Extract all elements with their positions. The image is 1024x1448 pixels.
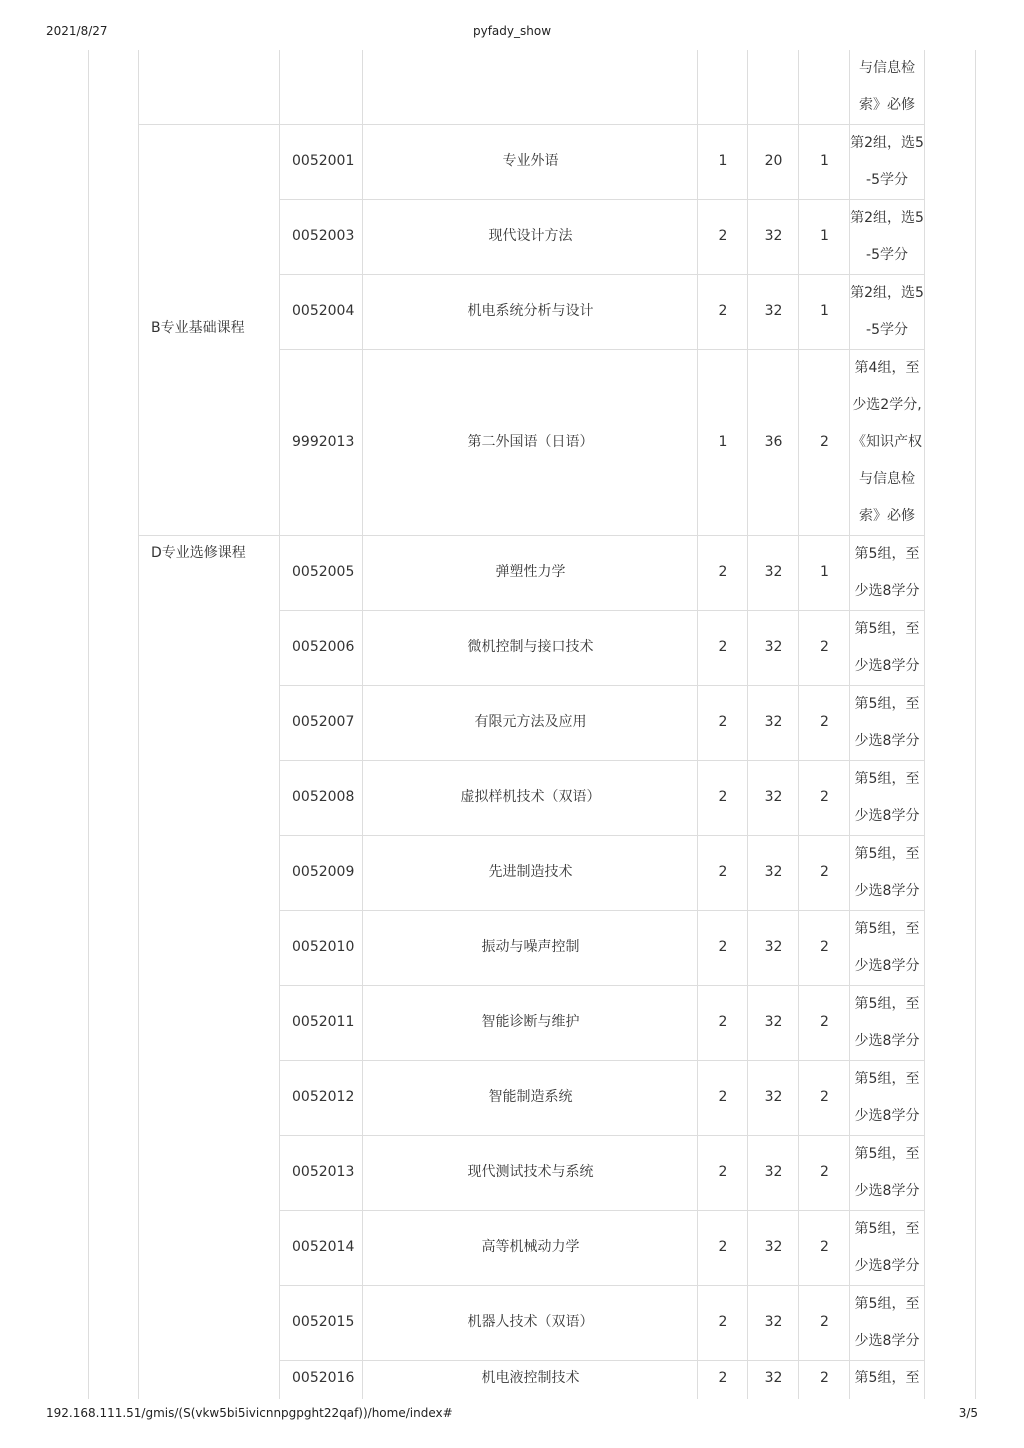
cell-credits xyxy=(698,535,748,610)
hours-text: 32 xyxy=(764,939,783,955)
print-footer xyxy=(0,1406,1024,1426)
cell-credits xyxy=(698,985,748,1060)
grid-hline xyxy=(279,1060,925,1061)
semester-text: 2 xyxy=(820,1370,829,1386)
credits-text: 2 xyxy=(718,1164,728,1180)
note-text: 第4组，至少选2学分,《知识产权与信息检索》必修 xyxy=(852,359,922,524)
cell-name xyxy=(363,1060,698,1135)
cell-code xyxy=(280,1360,363,1399)
cell-note xyxy=(850,1285,924,1360)
grid-hline xyxy=(138,124,925,125)
cell-note xyxy=(850,985,924,1060)
cell-note xyxy=(850,835,924,910)
note-text: 第5组，至少选8学分 xyxy=(854,770,920,824)
cell-semester xyxy=(799,1060,850,1135)
cell-semester xyxy=(799,610,850,685)
cell-name xyxy=(363,1135,698,1210)
hours-text: 32 xyxy=(764,303,783,319)
cell-name xyxy=(363,835,698,910)
code-text: 9992013 xyxy=(292,433,355,450)
cell-name xyxy=(363,124,698,199)
cell-credits xyxy=(698,1285,748,1360)
credits-text: 2 xyxy=(718,864,728,880)
semester-text: 2 xyxy=(820,1314,829,1330)
hours-text: 32 xyxy=(764,228,783,244)
cell-hours xyxy=(748,1210,799,1285)
cell-hours xyxy=(748,1285,799,1360)
grid-hline xyxy=(138,535,925,536)
grid-hline xyxy=(279,835,925,836)
grid-hline xyxy=(279,199,925,200)
name-text: 专业外语 xyxy=(502,153,559,169)
cell-hours xyxy=(748,610,799,685)
cell-name xyxy=(363,1360,698,1399)
name-text: 现代设计方法 xyxy=(488,228,573,244)
cell-semester xyxy=(799,1135,850,1210)
grid-vline xyxy=(697,50,698,1399)
credits-text: 2 xyxy=(718,1089,728,1105)
code-text: 0052012 xyxy=(292,1089,355,1105)
note-text: 第5组，至少选8学分 xyxy=(854,695,920,749)
cell-name xyxy=(363,610,698,685)
grid-vline xyxy=(798,50,799,1399)
grid-vline xyxy=(138,50,139,1399)
carryover-note-cell xyxy=(850,50,924,124)
note-text: 第5组，至少选8学分 xyxy=(854,1220,920,1274)
credits-text: 2 xyxy=(718,303,728,319)
cell-code xyxy=(280,610,363,685)
grid-hline xyxy=(279,274,925,275)
credits-text: 2 xyxy=(718,1314,728,1330)
name-text: 弹塑性力学 xyxy=(495,564,566,580)
cell-credits xyxy=(698,685,748,760)
cell-note xyxy=(850,760,924,835)
code-text: 0052005 xyxy=(292,564,355,580)
semester-text: 2 xyxy=(820,714,829,730)
print-url: 192.168.111.51/gmis/(S(vkw5bi5ivicnnpgpght22qaf))/home/index# xyxy=(46,1406,453,1420)
credits-text: 1 xyxy=(718,153,728,169)
carryover-note: 与信息检索》必修 xyxy=(859,60,915,113)
cell-credits xyxy=(698,199,748,274)
cell-semester xyxy=(799,1360,850,1399)
cell-name xyxy=(363,1285,698,1360)
cell-name xyxy=(363,1210,698,1285)
name-text: 机电系统分析与设计 xyxy=(467,303,594,319)
grid-hline xyxy=(279,610,925,611)
name-text: 高等机械动力学 xyxy=(481,1239,580,1255)
semester-text: 1 xyxy=(820,303,829,319)
cell-credits xyxy=(698,1210,748,1285)
page-frame-left xyxy=(88,50,89,1399)
note-text: 第5组，至少选8学分 xyxy=(854,995,920,1049)
print-header xyxy=(0,24,1024,44)
credits-text: 2 xyxy=(718,1014,728,1030)
cell-code xyxy=(280,1285,363,1360)
semester-text: 2 xyxy=(820,1164,829,1180)
credits-text: 2 xyxy=(718,1370,728,1386)
name-text: 现代测试技术与系统 xyxy=(467,1164,594,1180)
hours-text: 32 xyxy=(764,1014,783,1030)
hours-text: 32 xyxy=(764,639,783,655)
note-text: 第5组，至少选8学分 xyxy=(854,620,920,674)
cell-semester xyxy=(799,910,850,985)
grid-vline xyxy=(924,50,925,1399)
cell-semester xyxy=(799,685,850,760)
note-text: 第5组，至 xyxy=(854,1370,920,1386)
cell-credits xyxy=(698,610,748,685)
credits-text: 2 xyxy=(718,1239,728,1255)
print-date: 2021/8/27 xyxy=(46,24,108,38)
print-page-number: 3/5 xyxy=(958,1406,978,1420)
semester-text: 1 xyxy=(820,153,829,169)
hours-text: 36 xyxy=(764,433,783,450)
code-text: 0052010 xyxy=(292,939,355,955)
cell-code xyxy=(280,124,363,199)
code-text: 0052011 xyxy=(292,1014,355,1030)
grid-vline xyxy=(279,50,280,1399)
cell-code xyxy=(280,910,363,985)
name-text: 先进制造技术 xyxy=(488,864,573,880)
cell-semester xyxy=(799,274,850,349)
cell-hours xyxy=(748,349,799,535)
group-label-b: B专业基础课程 xyxy=(151,320,245,336)
cell-hours xyxy=(748,1060,799,1135)
hours-text: 32 xyxy=(764,714,783,730)
cell-credits xyxy=(698,1135,748,1210)
cell-code xyxy=(280,274,363,349)
grid-hline xyxy=(279,910,925,911)
cell-credits xyxy=(698,1360,748,1399)
hours-text: 32 xyxy=(764,1164,783,1180)
cell-name xyxy=(363,349,698,535)
cell-name xyxy=(363,685,698,760)
cell-hours xyxy=(748,910,799,985)
cell-credits xyxy=(698,124,748,199)
semester-text: 2 xyxy=(820,789,829,805)
note-text: 第2组，选5-5学分 xyxy=(850,134,924,188)
credits-text: 2 xyxy=(718,564,728,580)
cell-code xyxy=(280,349,363,535)
cell-note xyxy=(850,910,924,985)
note-text: 第5组，至少选8学分 xyxy=(854,920,920,974)
code-text: 0052016 xyxy=(292,1370,355,1386)
semester-text: 2 xyxy=(820,864,829,880)
name-text: 虚拟样机技术（双语） xyxy=(460,789,601,805)
hours-text: 32 xyxy=(764,564,783,580)
cell-semester xyxy=(799,1210,850,1285)
cell-note xyxy=(850,1360,924,1399)
grid-vline xyxy=(362,50,363,1399)
code-text: 0052015 xyxy=(292,1314,355,1330)
cell-credits xyxy=(698,910,748,985)
cell-note xyxy=(850,199,924,274)
semester-text: 1 xyxy=(820,564,829,580)
cell-credits xyxy=(698,835,748,910)
credits-text: 2 xyxy=(718,789,728,805)
page-frame-right xyxy=(975,50,976,1399)
name-text: 振动与噪声控制 xyxy=(481,939,580,955)
cell-semester xyxy=(799,835,850,910)
note-text: 第5组，至少选8学分 xyxy=(854,545,920,599)
cell-note xyxy=(850,1060,924,1135)
cell-name xyxy=(363,199,698,274)
code-text: 0052006 xyxy=(292,639,355,655)
cell-name xyxy=(363,274,698,349)
cell-hours xyxy=(748,1360,799,1399)
note-text: 第5组，至少选8学分 xyxy=(854,1295,920,1349)
credits-text: 2 xyxy=(718,639,728,655)
code-text: 0052007 xyxy=(292,714,355,730)
grid-hline xyxy=(279,1360,925,1361)
cell-code xyxy=(280,535,363,610)
name-text: 机电液控制技术 xyxy=(481,1370,580,1386)
name-text: 有限元方法及应用 xyxy=(474,714,587,730)
cell-hours xyxy=(748,274,799,349)
cell-hours xyxy=(748,985,799,1060)
cell-hours xyxy=(748,535,799,610)
cell-hours xyxy=(748,199,799,274)
cell-name xyxy=(363,760,698,835)
grid-hline xyxy=(279,760,925,761)
cell-note xyxy=(850,685,924,760)
group-label-d: D专业选修课程 xyxy=(151,545,246,561)
hours-text: 32 xyxy=(764,789,783,805)
grid-vline xyxy=(849,50,850,1399)
code-text: 0052014 xyxy=(292,1239,355,1255)
grid-hline xyxy=(279,1135,925,1136)
code-text: 0052009 xyxy=(292,864,355,880)
note-text: 第2组，选5-5学分 xyxy=(850,284,924,338)
cell-note xyxy=(850,1135,924,1210)
note-text: 第2组，选5-5学分 xyxy=(850,209,924,263)
semester-text: 2 xyxy=(820,1014,829,1030)
code-text: 0052008 xyxy=(292,789,355,805)
hours-text: 32 xyxy=(764,1370,783,1386)
cell-hours xyxy=(748,685,799,760)
credits-text: 2 xyxy=(718,714,728,730)
credits-text: 2 xyxy=(718,939,728,955)
cell-note xyxy=(850,349,924,535)
name-text: 智能制造系统 xyxy=(488,1089,573,1105)
cell-note xyxy=(850,1210,924,1285)
name-text: 机器人技术（双语） xyxy=(467,1314,594,1330)
hours-text: 32 xyxy=(764,864,783,880)
semester-text: 1 xyxy=(820,228,829,244)
cell-credits xyxy=(698,1060,748,1135)
semester-text: 2 xyxy=(820,639,829,655)
hours-text: 20 xyxy=(764,153,783,169)
cell-semester xyxy=(799,199,850,274)
code-text: 0052004 xyxy=(292,303,355,319)
cell-hours xyxy=(748,835,799,910)
semester-text: 2 xyxy=(820,433,829,450)
cell-note xyxy=(850,124,924,199)
cell-credits xyxy=(698,274,748,349)
cell-hours xyxy=(748,1135,799,1210)
cell-hours xyxy=(748,760,799,835)
cell-note xyxy=(850,535,924,610)
cell-name xyxy=(363,535,698,610)
grid-hline xyxy=(279,1285,925,1286)
note-text: 第5组，至少选8学分 xyxy=(854,1145,920,1199)
name-text: 智能诊断与维护 xyxy=(481,1014,580,1030)
semester-text: 2 xyxy=(820,1089,829,1105)
cell-code xyxy=(280,685,363,760)
code-text: 0052003 xyxy=(292,228,355,244)
code-text: 0052013 xyxy=(292,1164,355,1180)
cell-semester xyxy=(799,535,850,610)
hours-text: 32 xyxy=(764,1314,783,1330)
grid-hline xyxy=(279,349,925,350)
grid-vline xyxy=(747,50,748,1399)
cell-semester xyxy=(799,760,850,835)
cell-semester xyxy=(799,349,850,535)
cell-credits xyxy=(698,349,748,535)
cell-semester xyxy=(799,124,850,199)
cell-hours xyxy=(748,124,799,199)
code-text: 0052001 xyxy=(292,153,355,169)
cell-semester xyxy=(799,985,850,1060)
grid-hline xyxy=(279,685,925,686)
cell-semester xyxy=(799,1285,850,1360)
note-text: 第5组，至少选8学分 xyxy=(854,845,920,899)
cell-code xyxy=(280,835,363,910)
cell-code xyxy=(280,760,363,835)
cell-code xyxy=(280,1060,363,1135)
cell-note xyxy=(850,610,924,685)
cell-name xyxy=(363,910,698,985)
note-text: 第5组，至少选8学分 xyxy=(854,1070,920,1124)
semester-text: 2 xyxy=(820,1239,829,1255)
name-text: 第二外国语（日语） xyxy=(467,433,594,450)
cell-note xyxy=(850,274,924,349)
hours-text: 32 xyxy=(764,1089,783,1105)
cell-name xyxy=(363,985,698,1060)
hours-text: 32 xyxy=(764,1239,783,1255)
cell-code xyxy=(280,1135,363,1210)
cell-code xyxy=(280,1210,363,1285)
credits-text: 2 xyxy=(718,228,728,244)
credits-text: 1 xyxy=(718,433,728,450)
print-title: pyfady_show xyxy=(472,24,552,38)
grid-hline xyxy=(279,985,925,986)
name-text: 微机控制与接口技术 xyxy=(467,639,594,655)
semester-text: 2 xyxy=(820,939,829,955)
cell-credits xyxy=(698,760,748,835)
grid-hline xyxy=(279,1210,925,1211)
cell-code xyxy=(280,985,363,1060)
cell-code xyxy=(280,199,363,274)
